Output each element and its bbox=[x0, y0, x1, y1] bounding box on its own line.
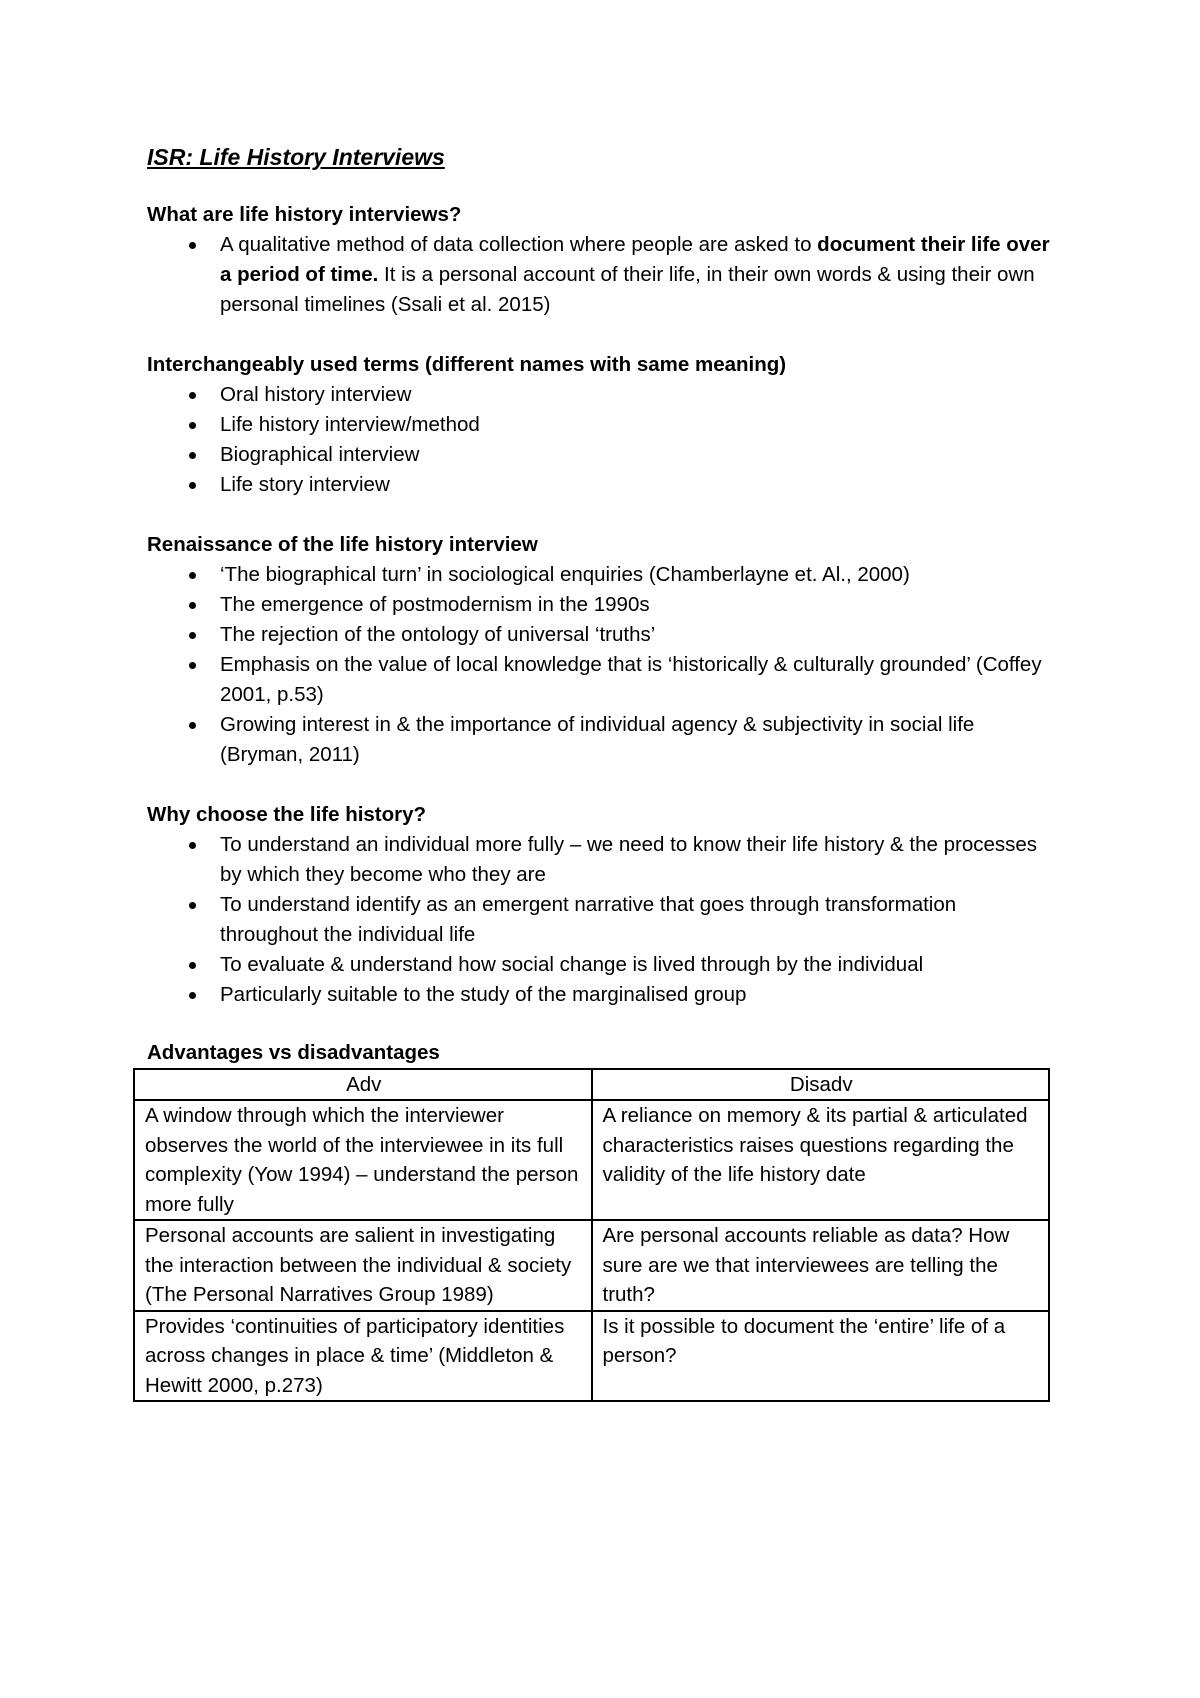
table-row bbox=[134, 1311, 1049, 1402]
list-item-text: Oral history interview bbox=[220, 383, 412, 406]
renaissance-list bbox=[147, 560, 1050, 770]
table-cell-adv: Personal accounts are salient in investigating the interaction between the individual & society (The Personal Narratives Group 1989) bbox=[134, 1220, 592, 1311]
list-item-text: The emergence of postmodernism in the 1990s bbox=[220, 593, 650, 616]
bullet-icon bbox=[189, 842, 196, 849]
section-heading-renaissance: Renaissance of the life history interview bbox=[147, 533, 538, 556]
bullet-icon bbox=[189, 962, 196, 969]
bullet-icon bbox=[189, 482, 196, 489]
column-header-adv: Adv bbox=[134, 1069, 592, 1100]
list-item bbox=[147, 980, 1050, 1010]
terms-list bbox=[147, 380, 1050, 500]
list-item bbox=[147, 230, 1050, 320]
bullet-icon bbox=[189, 452, 196, 459]
list-item-text: Life history interview/method bbox=[220, 413, 480, 436]
table-cell-disadv: Is it possible to document the ‘entire’ life of a person? bbox=[592, 1311, 1050, 1402]
list-item-text: Particularly suitable to the study of the marginalised group bbox=[220, 983, 747, 1006]
list-item bbox=[147, 710, 1050, 770]
table-row bbox=[134, 1220, 1049, 1311]
bullet-icon bbox=[189, 722, 196, 729]
list-item-text: It is a personal account of their life, in their own words & using their own personal timelines (Ssali et al. 2015) bbox=[220, 263, 1035, 316]
table-cell-disadv: A reliance on memory & its partial & articulated characteristics raises questions regarding the validity of the life history date bbox=[592, 1100, 1050, 1220]
table-heading: Advantages vs disadvantages bbox=[147, 1041, 440, 1064]
what-list bbox=[147, 230, 1050, 320]
why-list bbox=[147, 830, 1050, 1010]
list-item-text: To evaluate & understand how social change is lived through by the individual bbox=[220, 953, 924, 976]
list-item bbox=[147, 890, 1050, 950]
bullet-icon bbox=[189, 422, 196, 429]
list-item bbox=[147, 650, 1050, 710]
list-item bbox=[147, 590, 1050, 620]
list-item-text: ‘The biographical turn’ in sociological enquiries (Chamberlayne et. Al., 2000) bbox=[220, 563, 910, 586]
table-cell-adv: Provides ‘continuities of participatory identities across changes in place & time’ (Middleton & Hewitt 2000, p.273) bbox=[134, 1311, 592, 1402]
list-item-text: Life story interview bbox=[220, 473, 390, 496]
list-item-text: Biographical interview bbox=[220, 443, 420, 466]
list-item bbox=[147, 950, 1050, 980]
bullet-icon bbox=[189, 662, 196, 669]
document-title: ISR: Life History Interviews bbox=[147, 144, 445, 170]
bullet-icon bbox=[189, 392, 196, 399]
bullet-icon bbox=[189, 632, 196, 639]
table-row bbox=[134, 1100, 1049, 1220]
table-header-row bbox=[134, 1069, 1049, 1100]
table-cell-adv: A window through which the interviewer observes the world of the interviewee in its full complexity (Yow 1994) – understand the person more fully bbox=[134, 1100, 592, 1220]
list-item-text: Growing interest in & the importance of individual agency & subjectivity in social life (Bryman, 2011) bbox=[220, 713, 975, 766]
list-item-text: To understand identify as an emergent narrative that goes through transformation throughout the individual life bbox=[220, 893, 957, 946]
list-item-bold-text: document their life over a period of time. bbox=[220, 233, 1050, 286]
advantages-table bbox=[133, 1068, 1050, 1402]
list-item-text: The rejection of the ontology of universal ‘truths’ bbox=[220, 623, 656, 646]
list-item bbox=[147, 380, 1050, 410]
bullet-icon bbox=[189, 242, 196, 249]
list-item-text: To understand an individual more fully – we need to know their life history & the processes by which they become who they are bbox=[220, 833, 1038, 886]
bullet-icon bbox=[189, 602, 196, 609]
section-heading-why: Why choose the life history? bbox=[147, 803, 427, 826]
section-heading-what: What are life history interviews? bbox=[147, 203, 462, 226]
bullet-icon bbox=[189, 572, 196, 579]
list-item bbox=[147, 440, 1050, 470]
bullet-icon bbox=[189, 902, 196, 909]
list-item-text: Emphasis on the value of local knowledge that is ‘historically & culturally grounded’ (Coffey 2001, p.53) bbox=[220, 653, 1042, 706]
column-header-disadv: Disadv bbox=[592, 1069, 1050, 1100]
table-cell-disadv: Are personal accounts reliable as data? How sure are we that interviewees are telling the truth? bbox=[592, 1220, 1050, 1311]
list-item bbox=[147, 830, 1050, 890]
list-item bbox=[147, 410, 1050, 440]
list-item bbox=[147, 470, 1050, 500]
list-item-text: A qualitative method of data collection where people are asked to bbox=[220, 233, 818, 256]
list-item bbox=[147, 620, 1050, 650]
list-item bbox=[147, 560, 1050, 590]
section-heading-terms: Interchangeably used terms (different names with same meaning) bbox=[147, 353, 787, 376]
bullet-icon bbox=[189, 992, 196, 999]
